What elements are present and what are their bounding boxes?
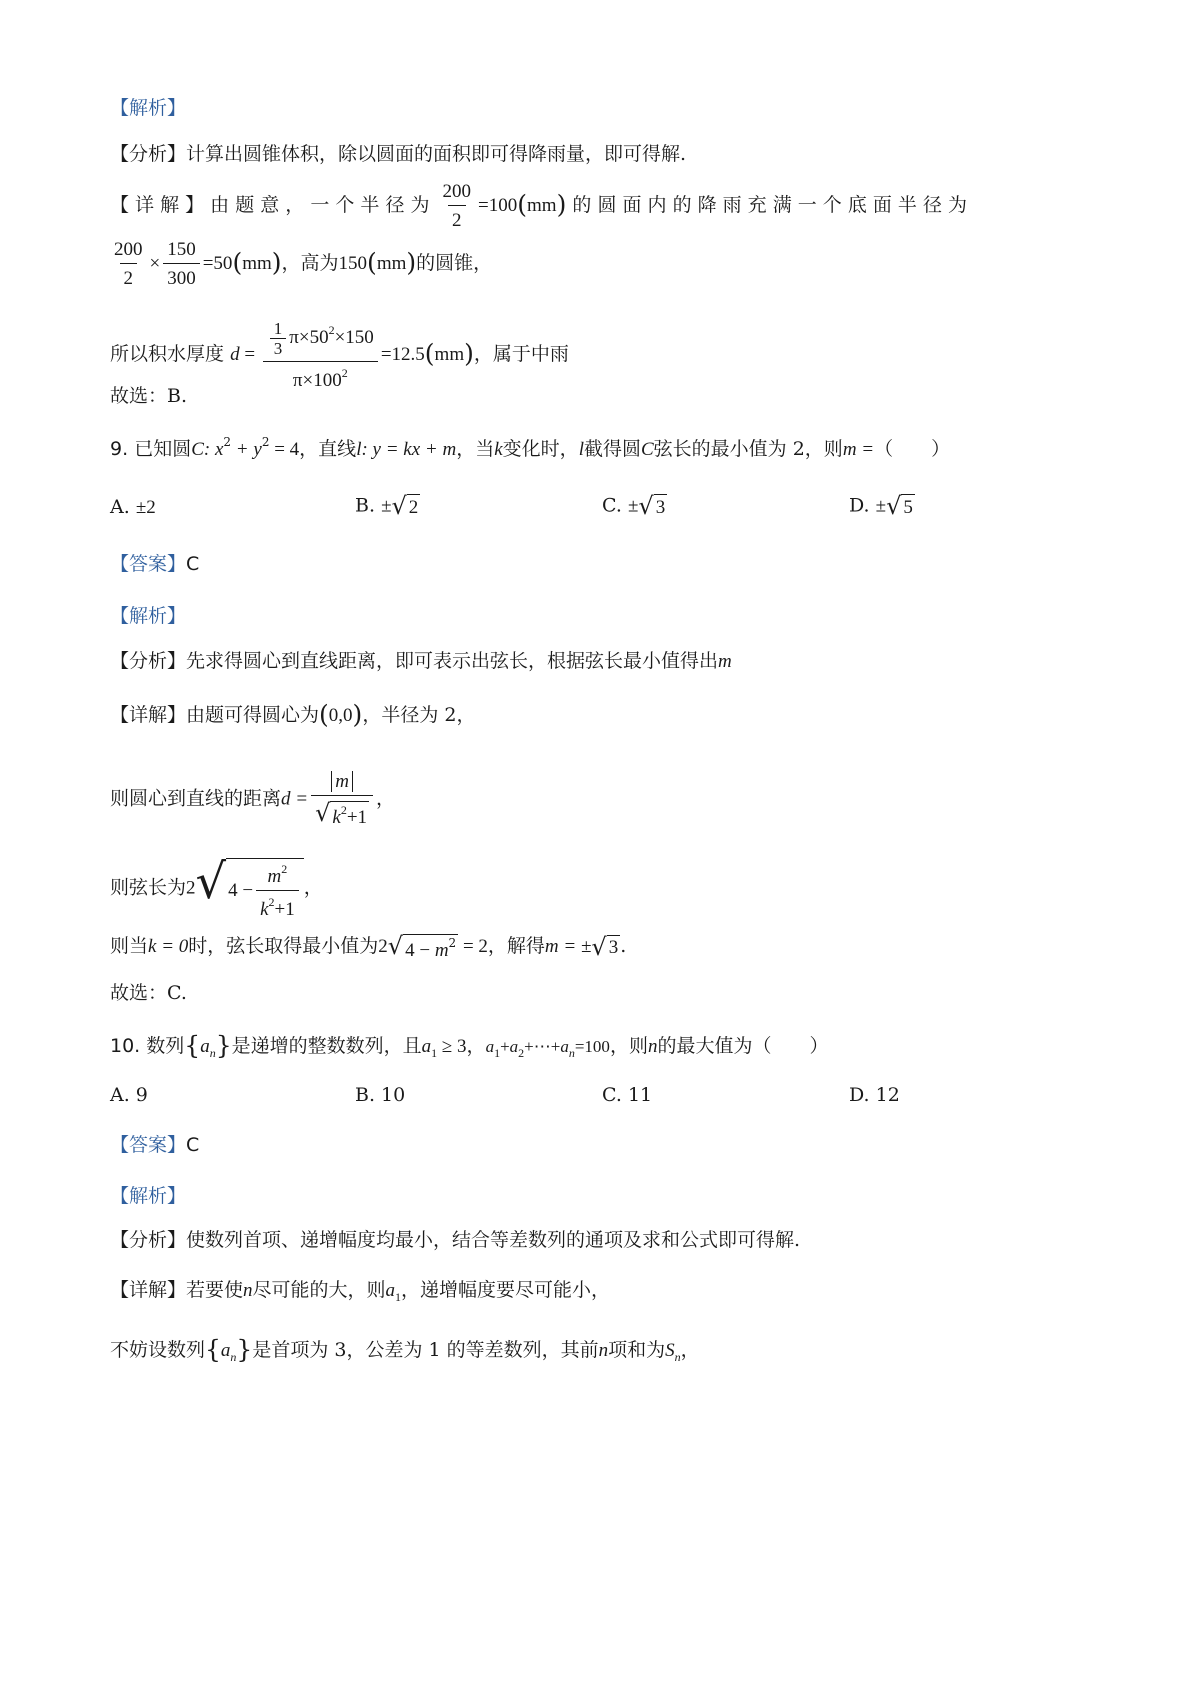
q9-chord-line: 则弦长为2 √ 4 − $\frac{m^2}{k^2+1}$ ， [110,854,323,920]
thickness-fraction: $\frac{1}{3}$ $\pi\times 50^2\times 150$ $\pi\times 100^2$ [263,320,378,390]
q10-stem: 10. 数列$\{a_n\}$是递增的整数数列，且$a_1 \ge 3$，$a_1+a_2+\cdots+a_n=100$，则n的最大值为（ ） [110,1031,829,1060]
q8-fenxi-line [110,145,686,164]
q9-option-b[interactable]: B. ± √ 2 [355,492,419,520]
fraction-200-over-2b: $\frac{200}{2}$ [114,239,143,289]
q9-distance-line: 则圆心到直线的距离d = m √ $k^2+1$ ， [110,771,396,828]
q10-option-b[interactable]: B. 10 [355,1084,406,1106]
q10-option-c[interactable]: C. 11 [602,1084,653,1106]
q8-detail-text1: 由 题 意 ， 一 个 半 径 为 [210,194,430,216]
q8-detail-line2: $\frac{200}{2}$ × $\frac{150}{300}$ =50(mm)，高为150(mm)的圆锥， [110,240,492,288]
q9-option-d[interactable]: D. ± √ 5 [849,492,913,520]
xiangjie-tag: 【 详 解 】 [110,194,205,216]
q8-thickness-line: 所以积水厚度 d = $\frac{1}{3}$ $\pi\times 50^2\times 150$ $\pi\times 100^2$ =12.5(mm)，属于中雨 [110,319,569,391]
jiexi-tag-q9: 【解析】 [110,605,187,627]
q8-detail-text1b: 的 圆 面 内 的 降 雨 充 满 一 个 底 面 半 径 为 [572,194,968,216]
q10-option-a[interactable]: A. 9 [110,1084,148,1106]
jiexi-tag-q8: 【解析】 [110,97,187,119]
q9-answer: C [186,553,200,575]
q9-answer-line [110,555,199,574]
q10-fenxi-line: 【分析】使数列首项、递增幅度均最小，结合等差数列的通项及求和公式即可得解. [110,1229,801,1251]
q10-number: 10. [110,1035,141,1057]
q8-fenxi-text: 计算出圆锥体积，除以圆面的面积即可得降雨量，即可得解. [186,143,687,165]
q9-stem: 9. 已知圆C: $x^2 + y^2 = 4$，直线l: y = kx + m，当k变化时，l截得圆C弦长的最小值为 2，则m =（ ） [110,435,951,460]
q10-option-d[interactable]: D. 12 [849,1084,900,1106]
distance-fraction: m √ $k^2+1$ [311,772,373,827]
q9-choice: 故选：C. [110,982,187,1004]
q9-number: 9. [110,438,129,460]
q10-detail-line2: 不妨设数列$\{a_n\}$是首项为 3，公差为 1 的等差数列，其前n项和为$S_n$， [110,1335,700,1364]
fraction-200-over-2: $\frac{200}{2}$ [442,181,472,231]
q10-answer: C [186,1134,200,1156]
fraction-150-over-300: $\frac{150}{300}$ [163,240,200,288]
q9-min-line: 则当k = 0时，弦长取得最小值为2 √ $4 - m^2$ = 2，解得m = ± √ 3 . [110,932,627,961]
q9-detail-line1: 【详解】由题可得圆心为(0,0)，半径为 2， [110,700,476,729]
q10-detail-line1: 【详解】若要使n尽可能的大，则$a_1$，递增幅度要尽可能小， [110,1279,611,1304]
answer-tag: 【答案】 [110,553,187,575]
q8-choice: 故选：B. [110,385,188,407]
q8-detail-line1: 【 详 解 】 由 题 意 ， 一 个 半 径 为 $\frac{200}{2}$ =100(mm) 的 圆 面 内 的 降 雨 充 满 一 个 底 面 半 径 为 [110,181,968,231]
q9-fenxi-line: 【分析】先求得圆心到直线距离，即可表示出弦长，根据弦长最小值得出m [110,650,732,672]
jiexi-tag-q10: 【解析】 [110,1185,187,1207]
q9-option-c[interactable]: C. ± √ 3 [602,492,666,520]
q9-option-a[interactable]: A. ±2 [110,496,156,518]
fenxi-tag: 【分析】 [110,143,187,165]
q10-answer-line: 【答案】C [110,1134,200,1156]
